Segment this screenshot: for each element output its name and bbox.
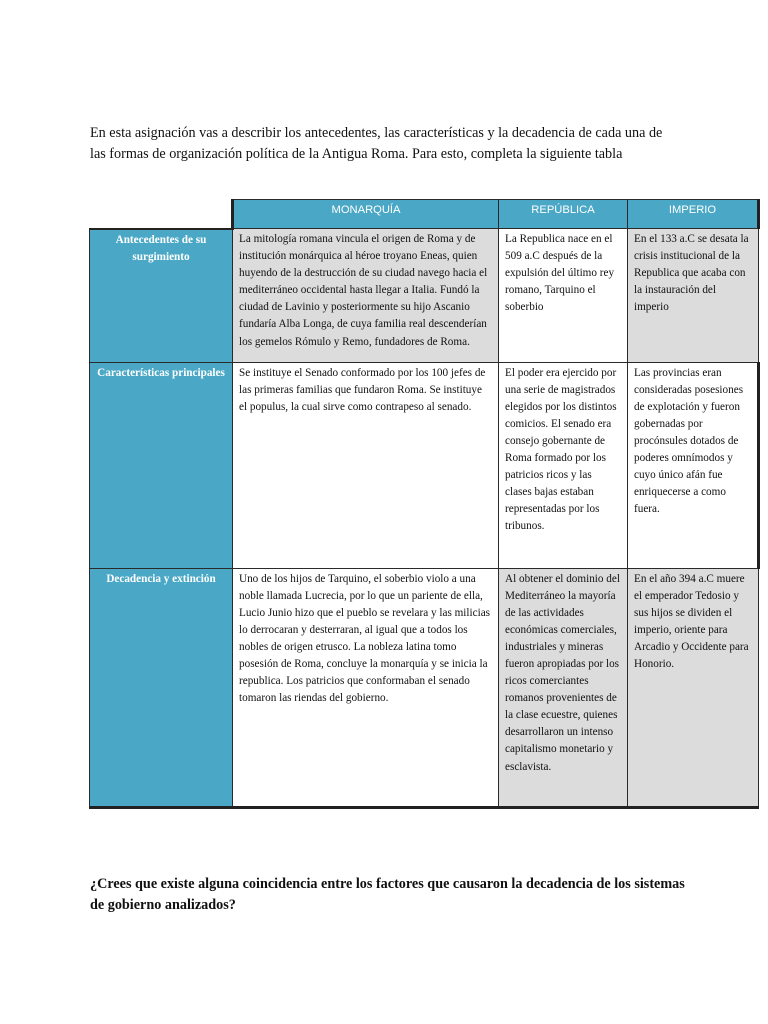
- cell-decadencia-monarquia: Uno de los hijos de Tarquino, el soberbio violo a una noble llamada Lucrecia, por lo que un pariente de ella, Lucio Junio hizo que el pueblo se revelara y las milicias lo derrocaran y desterraran, al igual que a todos los nobles de origen etrusco. La nobleza latina tomo posesión de Roma, concluye la monarquía y se inicia la republica. Los patricios que conformaban el senado tomaron las riendas del gobierno.: [233, 568, 499, 807]
- cell-decadencia-imperio: En el año 394 a.C muere el emperador Tedosio y sus hijos se dividen el imperio, oriente para Arcadio y Occidente para Honorio.: [628, 568, 759, 807]
- row-header-caracteristicas: Características principales: [90, 362, 233, 568]
- table-header-row: [90, 200, 759, 229]
- row-header-antecedentes: Antecedentes de su surgimiento: [90, 229, 233, 363]
- table-row: [90, 362, 759, 568]
- column-header-republica: REPÚBLICA: [499, 200, 628, 229]
- cell-antecedentes-imperio: En el 133 a.C se desata la crisis institucional de la Republica que acaba con la instauración del imperio: [628, 229, 759, 363]
- closing-question: ¿Crees que existe alguna coincidencia entre los factores que causaron la decadencia de los sistemas de gobierno analizados?: [90, 876, 685, 913]
- header-corner: [90, 200, 233, 229]
- intro-paragraph: En esta asignación vas a describir los antecedentes, las características y la decadencia de cada una de las formas de organización política de la Antigua Roma. Para esto, completa la siguiente tabla: [90, 125, 663, 162]
- cell-caracteristicas-imperio: Las provincias eran consideradas posesiones de explotación y fueron gobernadas por procónsules dotados de poderes omnímodos y cuyo único afán fue enriquecerse a como fuera.: [628, 362, 759, 568]
- cell-caracteristicas-monarquia: Se instituye el Senado conformado por los 100 jefes de las primeras familias que fundaron Roma. Se instituye el populus, la cual sirve como contrapeso al senado.: [233, 362, 499, 568]
- cell-antecedentes-republica: La Republica nace en el 509 a.C después de la expulsión del último rey romano, Tarquino el soberbio: [499, 229, 628, 363]
- column-header-imperio: IMPERIO: [628, 200, 759, 229]
- cell-decadencia-republica: Al obtener el dominio del Mediterráneo la mayoría de las actividades económicas comerciales, industriales y mineras fueron apropiadas por los ricos comerciantes romanos provenientes de la clase ecuestre, quienes desarrollaron un intenso capitalismo monetario y esclavista.: [499, 568, 628, 807]
- column-header-monarquia: MONARQUÍA: [233, 200, 499, 229]
- cell-caracteristicas-republica: El poder era ejercido por una serie de magistrados elegidos por los distintos comicios. El senado era consejo gobernante de Roma formado por los patricios ricos y las clases bajas estaban representadas por los tribunos.: [499, 362, 628, 568]
- cell-antecedentes-monarquia: La mitología romana vincula el origen de Roma y de institución monárquica al héroe troyano Eneas, quien huyendo de la destrucción de su ciudad navego hacia el mediterráneo occidental hasta llegar a Italia. Fundó la ciudad de Lavinio y posteriormente su hijo Ascanio fundaría Alba Longa, de cuya familia real descenderían los gemelos Rómulo y Remo, fundadores de Roma.: [233, 229, 499, 363]
- roma-comparison-table: [89, 199, 760, 809]
- table-row: [90, 229, 759, 363]
- table-row: [90, 568, 759, 807]
- row-header-decadencia: Decadencia y extinción: [90, 568, 233, 807]
